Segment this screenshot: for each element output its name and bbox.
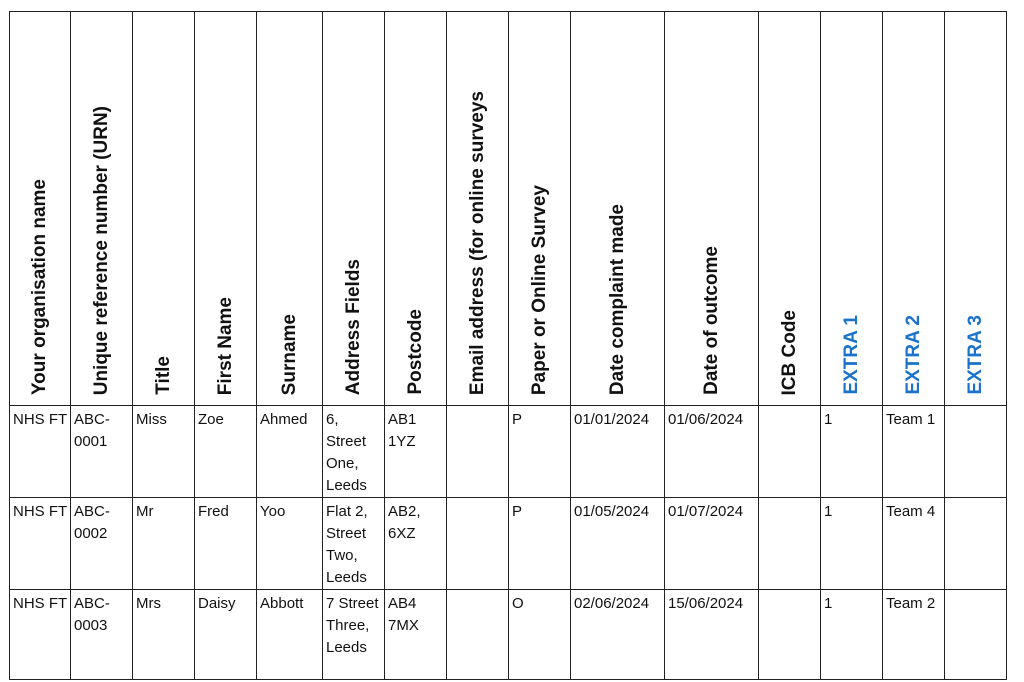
table-cell: NHS FT (10, 590, 71, 680)
table-cell (759, 406, 821, 498)
header-label: Paper or Online Survey (528, 184, 550, 395)
table-cell: Miss (133, 406, 195, 498)
table-cell: 01/06/2024 (665, 406, 759, 498)
table-row (10, 498, 1007, 590)
header-extra-3 (945, 12, 1007, 406)
header-organisation (10, 12, 71, 406)
table-cell: Team 4 (883, 498, 945, 590)
header-label: Email address (for online surveys (466, 90, 488, 395)
table-cell: Abbott (257, 590, 323, 680)
table-cell: Mr (133, 498, 195, 590)
header-label: Title (152, 356, 174, 395)
header-label: Surname (278, 313, 300, 395)
header-icb-code (759, 12, 821, 406)
table-cell: 02/06/2024 (571, 590, 665, 680)
table-cell: P (509, 498, 571, 590)
table-cell: AB4 7MX (385, 590, 447, 680)
table-cell: 1 (821, 590, 883, 680)
header-date-outcome (665, 12, 759, 406)
header-label: First Name (214, 296, 236, 395)
table-row (10, 406, 1007, 498)
data-table (9, 11, 1007, 680)
table-cell: 01/01/2024 (571, 406, 665, 498)
table-cell (945, 498, 1007, 590)
header-label: EXTRA 1 (840, 315, 862, 395)
table-cell: ABC-0002 (71, 498, 133, 590)
table-cell: Zoe (195, 406, 257, 498)
table-cell: 7 Street Three, Leeds (323, 590, 385, 680)
table-cell: Team 2 (883, 590, 945, 680)
header-urn (71, 12, 133, 406)
header-paper-online (509, 12, 571, 406)
table-cell: Daisy (195, 590, 257, 680)
header-label: ICB Code (778, 309, 800, 395)
table-cell (447, 498, 509, 590)
header-label: Postcode (404, 309, 426, 395)
table-cell: 01/07/2024 (665, 498, 759, 590)
table-cell: Yoo (257, 498, 323, 590)
table-cell (447, 590, 509, 680)
table-cell (945, 406, 1007, 498)
table-cell: Team 1 (883, 406, 945, 498)
header-label: EXTRA 3 (964, 315, 986, 395)
header-label: Date complaint made (606, 203, 628, 395)
header-label: EXTRA 2 (902, 315, 924, 395)
table-cell: 1 (821, 406, 883, 498)
table-cell: ABC-0001 (71, 406, 133, 498)
header-surname (257, 12, 323, 406)
table-cell: Ahmed (257, 406, 323, 498)
table-cell: Fred (195, 498, 257, 590)
table-cell: NHS FT (10, 406, 71, 498)
table-cell (759, 498, 821, 590)
header-extra-1 (821, 12, 883, 406)
table-cell: NHS FT (10, 498, 71, 590)
table-cell: AB2, 6XZ (385, 498, 447, 590)
header-address (323, 12, 385, 406)
header-label: Your organisation name (29, 178, 50, 395)
table-cell: O (509, 590, 571, 680)
table-cell: P (509, 406, 571, 498)
header-label: Address Fields (342, 258, 364, 395)
table-cell: 01/05/2024 (571, 498, 665, 590)
header-first-name (195, 12, 257, 406)
header-row (10, 12, 1007, 406)
header-email (447, 12, 509, 406)
table-cell (447, 406, 509, 498)
header-extra-2 (883, 12, 945, 406)
header-postcode (385, 12, 447, 406)
header-label: Date of outcome (700, 246, 722, 395)
table-cell: 6, Street One, Leeds (323, 406, 385, 498)
table-cell: Mrs (133, 590, 195, 680)
table-row (10, 590, 1007, 680)
header-label: Unique reference number (URN) (90, 105, 112, 395)
table-cell: AB1 1YZ (385, 406, 447, 498)
header-title (133, 12, 195, 406)
table-cell: Flat 2, Street Two, Leeds (323, 498, 385, 590)
table-cell: 1 (821, 498, 883, 590)
table-cell (945, 590, 1007, 680)
header-date-complaint (571, 12, 665, 406)
table-cell: 15/06/2024 (665, 590, 759, 680)
table-cell (759, 590, 821, 680)
table-cell: ABC-0003 (71, 590, 133, 680)
